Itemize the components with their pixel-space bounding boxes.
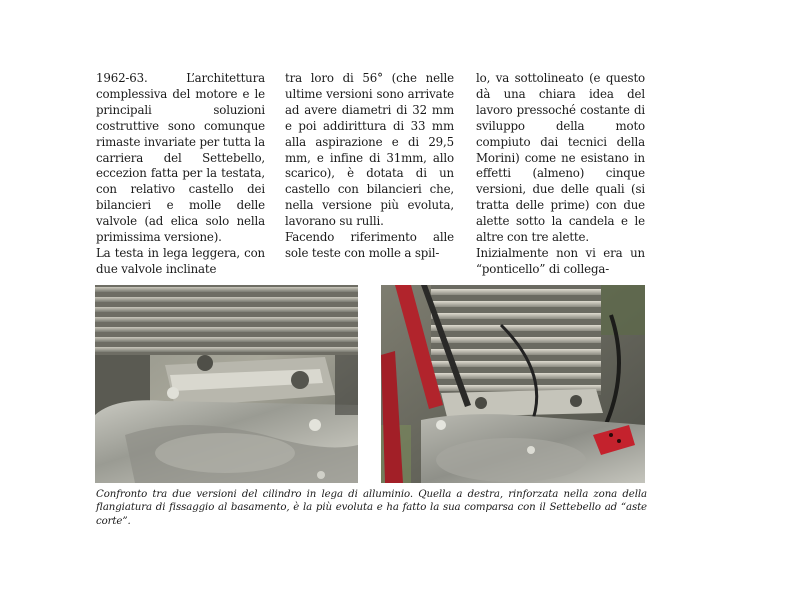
paragraph: Facendo riferimento alle sole teste con molle a spil- <box>285 230 454 260</box>
photo-cylinder-early-version <box>95 285 358 483</box>
paragraph: lo, va sottolineato (e questo dà una chiara idea del lavoro pressoché costante di sviluppo della moto compiuto dai tecnici della Morini) come ne esistano in effetti (almeno) cinque versioni, due delle quali (si tratta delle prime) con due alette sotto la candela e le altre con tre alette. <box>476 71 645 245</box>
text-column-3 <box>476 71 645 278</box>
photo-caption: Confronto tra due versioni del cilindro in lega di alluminio. Quella a destra, rinforzata nella zona della flangiatura di fissaggio al basamento, è la più evoluta e ha fatto la sua comparsa con il Settebello ad “aste corte”. <box>96 489 647 527</box>
paragraph: La testa in lega leggera, con due valvole inclinate <box>96 245 265 276</box>
text-column-2 <box>285 71 454 262</box>
paragraph: Inizialmente non vi era un “ponticello” di collega- <box>476 245 645 276</box>
paragraph: 1962-63. L’architettura complessiva del motore e le principali soluzioni costruttive sono comunque rimaste invariate per tutta la carriera del Settebello, eccezion fatta per la testata, con relativo castello dei bilancieri e molle delle valvole (ad elica solo nella primissima versione). <box>96 71 265 245</box>
paragraph: tra loro di 56° (che nelle ultime versioni sono arrivate ad avere diametri di 32 mm e poi addirittura di 33 mm alla aspirazione e di 29,5 mm, e infine di 31mm, allo scarico), è dotata di un castello con bilancieri che, nella versione più evoluta, lavorano su rulli. <box>285 71 454 229</box>
photo-cylinder-evolved-version <box>381 285 645 483</box>
engine-cylinder-photo <box>381 285 645 483</box>
engine-cylinder-photo <box>95 285 358 483</box>
text-column-1 <box>96 71 265 278</box>
